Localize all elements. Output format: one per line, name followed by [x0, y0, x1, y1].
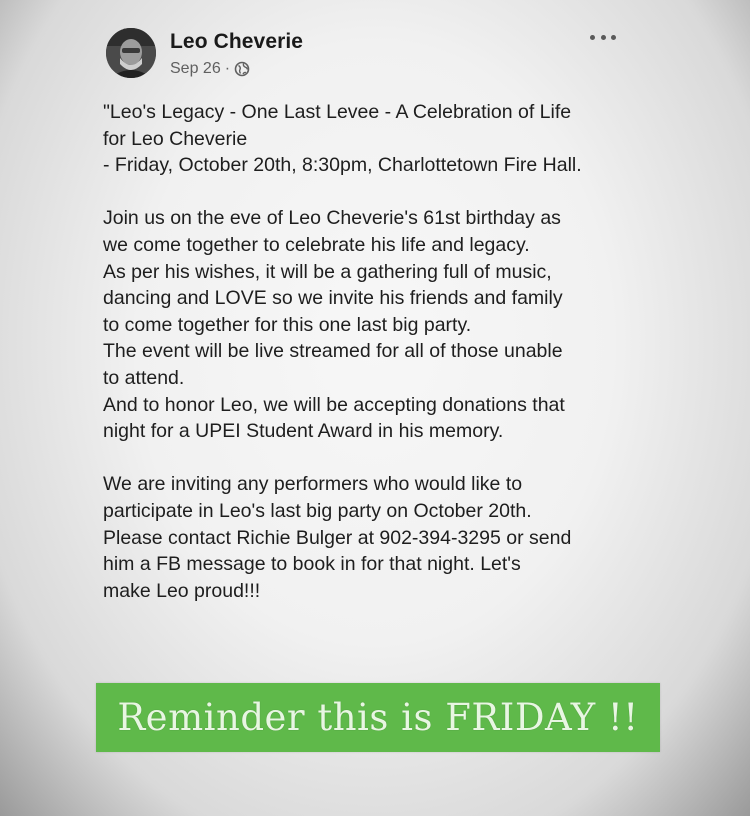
author-name[interactable]: Leo Cheverie	[170, 30, 304, 53]
post-line: The event will be live streamed for all of those unable	[103, 340, 563, 363]
post-line: to come together for this one last big party.	[103, 313, 472, 336]
profile-photo	[106, 28, 156, 78]
post-text	[103, 99, 663, 604]
post-line: for Leo Cheverie	[103, 127, 248, 150]
post-line: And to honor Leo, we will be accepting donations that	[103, 393, 565, 416]
avatar[interactable]	[106, 28, 156, 78]
reminder-text: Reminder this is FRIDAY !!	[117, 696, 639, 739]
globe-icon	[234, 61, 250, 77]
dot	[601, 35, 606, 40]
post-line: him a FB message to book in for that night. Let's	[103, 553, 521, 576]
more-options-icon[interactable]	[590, 29, 616, 45]
post-line: We are inviting any performers who would like to	[103, 473, 523, 496]
post-date[interactable]: Sep 26	[170, 60, 221, 77]
post-line: - Friday, October 20th, 8:30pm, Charlottetown Fire Hall.	[103, 154, 582, 177]
dot	[590, 35, 595, 40]
dot	[611, 35, 616, 40]
post-line: As per his wishes, it will be a gathering full of music,	[103, 260, 552, 283]
post-meta	[170, 60, 250, 78]
post-line: Join us on the eve of Leo Cheverie's 61st birthday as	[103, 207, 561, 230]
post-line: we come together to celebrate his life and legacy.	[103, 233, 530, 256]
post-line: dancing and LOVE so we invite his friends and family	[103, 287, 563, 310]
post-line: Please contact Richie Bulger at 902-394-3295 or send	[103, 526, 572, 549]
reminder-banner	[96, 683, 660, 752]
paragraph-gap	[103, 179, 663, 206]
post-line: night for a UPEI Student Award in his memory.	[103, 420, 504, 443]
post-line: make Leo proud!!!	[103, 579, 261, 602]
meta-separator: ·	[224, 60, 231, 77]
post-line: "Leo's Legacy - One Last Levee - A Celebration of Life	[103, 101, 572, 123]
post-line: participate in Leo's last big party on October 20th.	[103, 499, 532, 522]
paragraph-gap	[103, 445, 663, 472]
post-line: to attend.	[103, 366, 185, 389]
